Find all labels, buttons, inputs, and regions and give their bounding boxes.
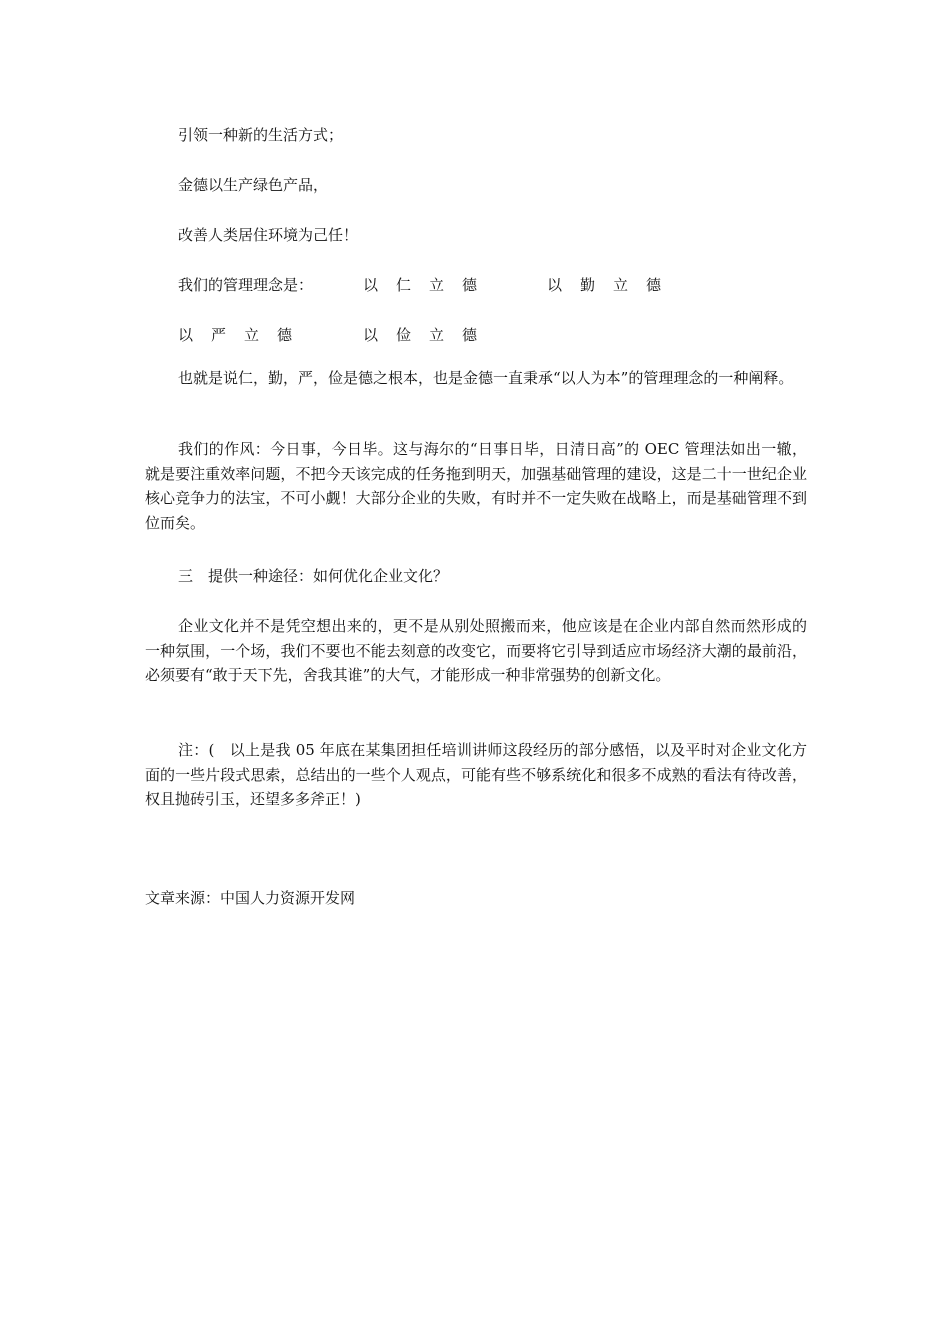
text-line: 引领一种新的生活方式；	[178, 126, 344, 144]
paragraph-virtue-explanation: 也就是说仁，勤，严，俭是德之根本，也是金德一直秉承“以人为本”的管理理念的一种阐释。	[178, 369, 794, 387]
motto-jian: 以俭立德	[363, 326, 496, 344]
motto-qin: 以勤立德	[547, 276, 680, 294]
article-source: 文章来源：中国人力资源开发网	[145, 889, 356, 907]
paragraph-work-style: 我们的作风：今日事，今日毕。这与海尔的“日事日毕，日清日高”的 OEC 管理法如出一辙，就是要注重效率问题，不把今天该完成的任务拖到明天，加强基础管理的建设，这是二十一世纪企业核心竞争力的法宝，不可小觑！大部分企业的失败，有时并不一定失败在战略上，而是基础管理不到位而矣。	[145, 440, 807, 532]
section-heading: 三 提供一种途径：如何优化企业文化？	[178, 567, 449, 585]
motto-yan: 以严立德	[178, 326, 311, 344]
paragraph-culture: 企业文化并不是凭空想出来的，更不是从别处照搬而来，他应该是在企业内部自然而然形成的一种氛围，一个场，我们不要也不能去刻意的改变它，而要将它引导到适应市场经济大潮的最前沿，必须要有“敢于天下先，舍我其谁”的大气，才能形成一种非常强势的创新文化。	[145, 617, 807, 684]
text-line: 金德以生产绿色产品，	[178, 176, 329, 194]
paragraph-note: 注：( 以上是我 05 年底在某集团担任培训讲师这段经历的部分感悟，以及平时对企业文化方面的一些片段式思索，总结出的一些个人观点，可能有些不够系统化和很多不成熟的看法有待改善，权且抛砖引玉，还望多多斧正！)	[145, 741, 807, 808]
management-philosophy-label: 我们的管理理念是：	[178, 276, 314, 294]
motto-ren: 以仁立德	[363, 276, 496, 294]
text-line: 改善人类居住环境为己任！	[178, 226, 359, 244]
